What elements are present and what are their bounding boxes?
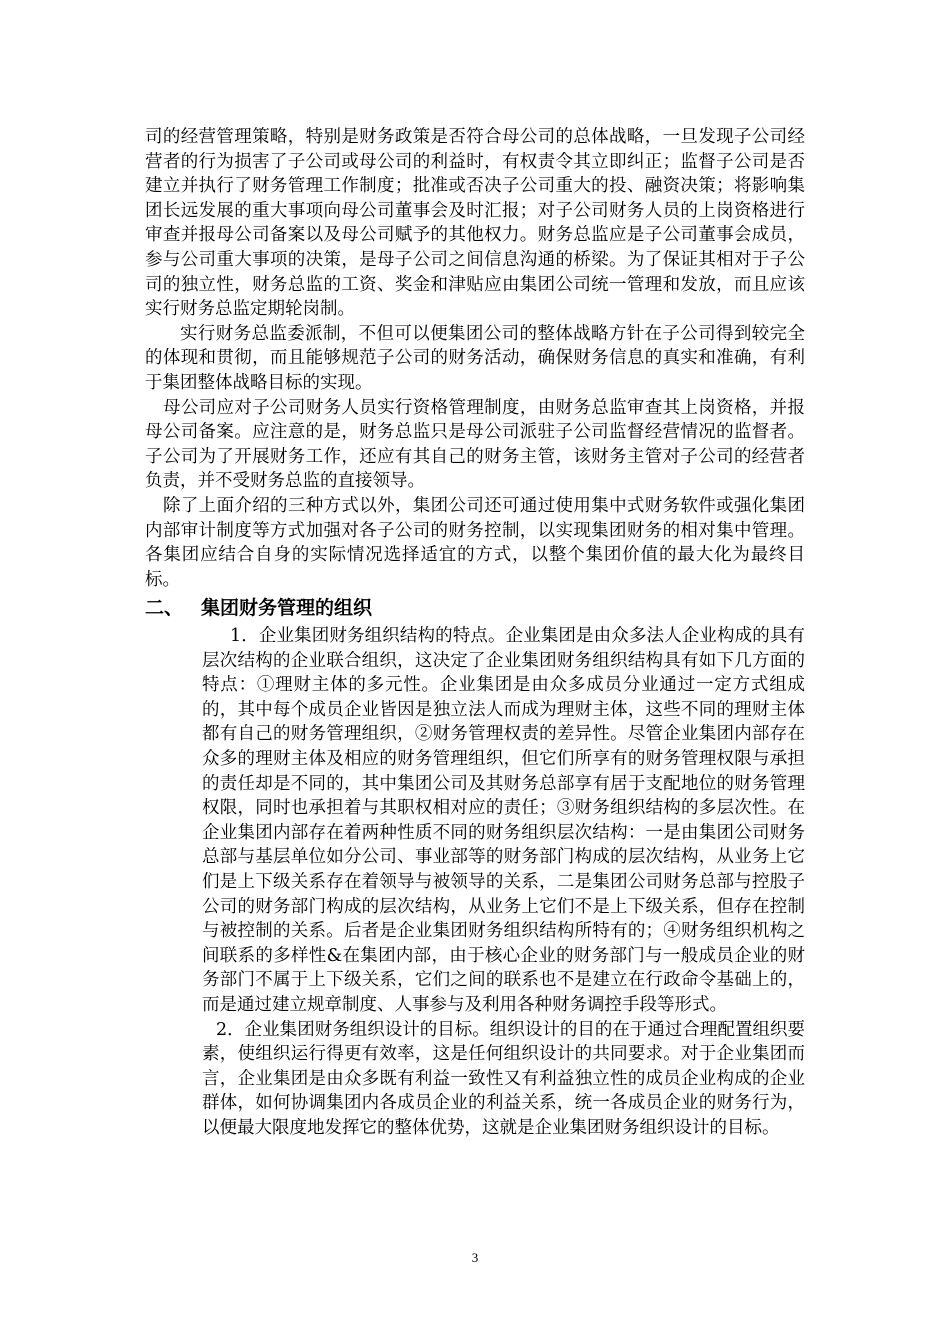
paragraph-delegation-benefits: 实行财务总监委派制，不但可以便集团公司的整体战略方针在子公司得到较完全的体现和贯彻，而且能够规范子公司的财务活动，确保财务信息的真实和准确，有利于集团整体战略目标的实现。	[145, 323, 805, 393]
body-text-block	[145, 125, 805, 592]
paragraph-other-methods: 除了上面介绍的三种方式以外，集团公司还可通过使用集中式财务软件或强化集团内部审计制度等方式加强对各子公司的财务控制，以实现集团财务的相对集中管理。各集团应结合自身的实际情况选择适宜的方式，以整个集团价值的最大化为最终目标。	[145, 495, 805, 590]
paragraph-org-design-goal: 2．企业集团财务组织设计的目标。组织设计的目的在于通过合理配置组织要素，使组织运行得更有效率，这是任何组织设计的共同要求。对于企业集团而言，企业集团是由众多既有利益一致性又有利益独立性的成员企业构成的企业群体，如何协调集团内各成员企业的利益关系，统一各成员企业的财务行为，以便最大限度地发挥它的整体优势，这就是企业集团财务组织设计的目标。	[202, 1019, 805, 1138]
section-heading	[145, 594, 805, 622]
section-heading-number: 二、	[145, 597, 184, 619]
paragraph-org-structure-features: 1．企业集团财务组织结构的特点。企业集团是由众多法人企业构成的具有层次结构的企业联合组织，这决定了企业集团财务组织结构具有如下几方面的特点：①理财主体的多元性。企业集团是由众多成员分业通过一定方式组成的，其中每个成员企业皆因是独立法人而成为理财主体，这些不同的理财主体都有自己的财务管理组织，②财务管理权责的差异性。尽管企业集团内部存在众多的理财主体及相应的财务管理组织，但它们所享有的财务管理权限与承担的责任却是不同的，其中集团公司及其财务总部享有居于支配地位的财务管理权限，同时也承担着与其职权相对应的责任；③财务组织结构的多层次性。在企业集团内部存在着两种性质不同的财务组织层次结构：一是由集团公司财务总部与基层单位如分公司、事业部等的财务部门构成的层次结构，从业务上它们是上下级关系存在着领导与被领导的关系，二是集团公司财务总部与控股子公司的财务部门构成的层次结构，从业务上它们不是上下级关系，但存在控制与被控制的关系。后者是企业集团财务组织结构所特有的；④财务组织机构之间联系的多样性&在集团内部，由于核心企业的财务部门与一般成员企业的财务部门不属于上下级关系，它们之间的联系也不是建立在行政命令基础上的，而是通过建立规章制度、人事参与及利用各种财务调控手段等形式。	[202, 626, 805, 1015]
section-heading-title: 集团财务管理的组织	[201, 597, 373, 619]
page-number: 3	[471, 1250, 479, 1265]
section-body-block	[202, 624, 805, 1140]
paragraph-finance-director-duties: 司的经营管理策略，特别是财务政策是否符合母公司的总体战略，一旦发现子公司经营者的行为损害了子公司或母公司的利益时，有权责令其立即纠正；监督子公司是否建立并执行了财务管理工作制度；批准或否决子公司重大的投、融资决策；将影响集团长远发展的重大事项向母公司董事会及时汇报；对子公司财务人员的上岗资格进行审查并报母公司备案以及母公司赋予的其他权力。财务总监应是子公司董事会成员，参与公司重大事项的决策，是母子公司之间信息沟通的桥梁。为了保证其相对于子公司的独立性，财务总监的工资、奖金和津贴应由集团公司统一管理和发放，而且应该实行财务总监定期轮岗制。	[145, 127, 805, 320]
paragraph-qualification-management: 母公司应对子公司财务人员实行资格管理制度，由财务总监审查其上岗资格，并报母公司备案。应注意的是，财务总监只是母公司派驻子公司监督经营情况的监督者。子公司为了开展财务工作，还应有其自己的财务主管，该财务主管对子公司的经营者负责，并不受财务总监的直接领导。	[145, 397, 805, 492]
